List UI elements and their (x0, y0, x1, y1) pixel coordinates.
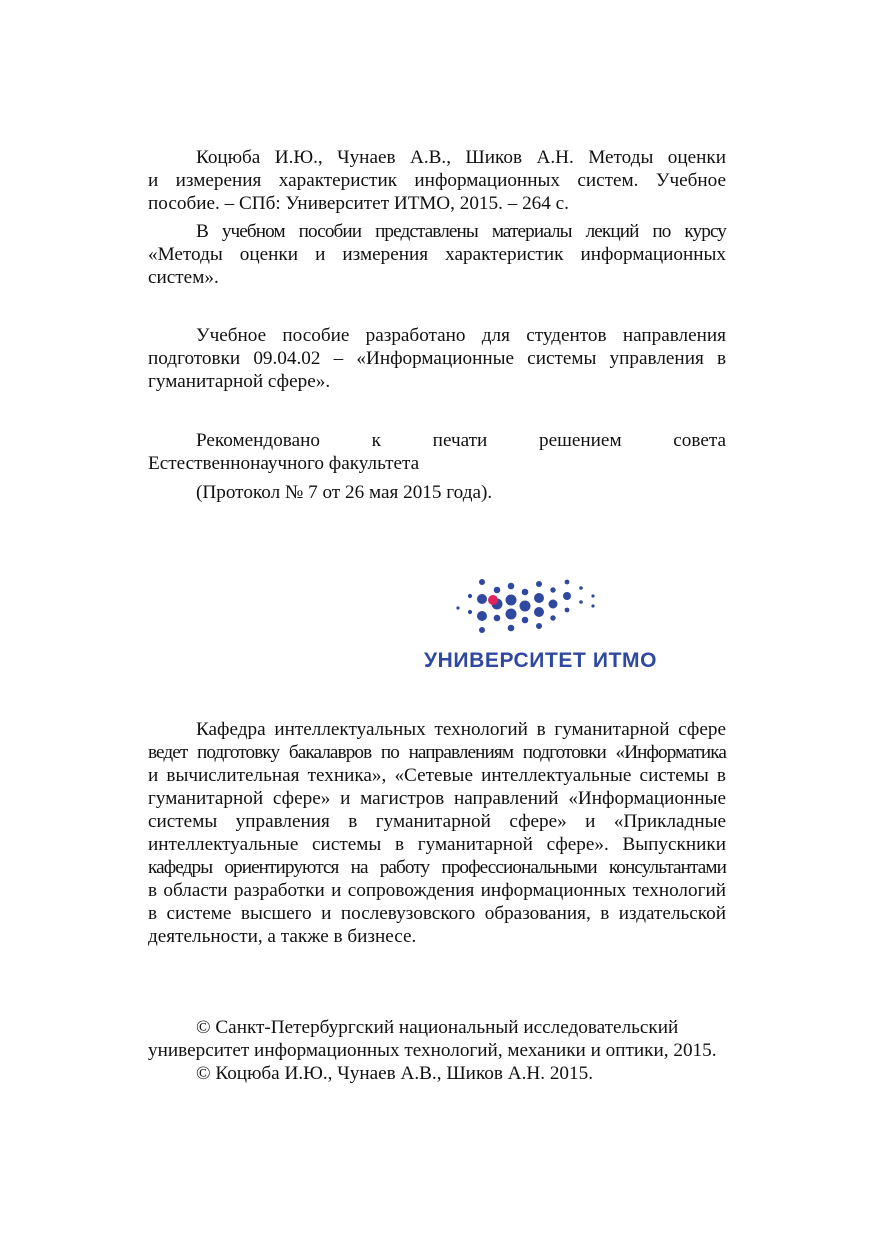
logo-dot (477, 611, 487, 621)
department-line-5: системы управления в гуманитарной сфере» и «Прикладные (148, 811, 726, 832)
copyright-authors: © Коцюба И.Ю., Чунаев А.В., Шиков А.Н. 2015. (196, 1063, 594, 1084)
logo-dot (534, 593, 544, 603)
logo-dot (477, 594, 487, 604)
recommendation-line-1: Рекомендовано к печати решением совета (196, 430, 726, 451)
logo-dot (520, 601, 531, 612)
logo-dot (506, 609, 517, 620)
department-line-4: гуманитарной сфере» и магистров направлений «Информационные (148, 788, 726, 809)
logo-dot (508, 625, 515, 632)
citation-line-1: Коцюба И.Ю., Чунаев А.В., Шиков А.Н. Методы оценки (196, 147, 726, 168)
logo-dot (456, 606, 459, 609)
logo-dot (579, 600, 583, 604)
department-line-10: деятельности, а также в бизнесе. (148, 926, 417, 947)
itmo-logo-text: УНИВЕРСИТЕТ ИТМО (423, 649, 658, 672)
logo-dot (563, 592, 571, 600)
department-line-2: ведет подготовку бакалавров по направлениям подготовки «Информатика (148, 742, 726, 763)
logo-dot (549, 600, 558, 609)
logo-dot (591, 594, 594, 597)
logo-dot (565, 608, 570, 613)
audience-line-3: гуманитарной сфере». (148, 371, 331, 392)
logo-dot (550, 615, 555, 620)
department-line-9: в системе высшего и послевузовского образования, в издательской (148, 903, 726, 924)
logo-dot (550, 587, 555, 592)
logo-dot (522, 617, 529, 624)
logo-dot (522, 589, 529, 596)
logo-dot (494, 615, 501, 622)
logo-dot (536, 581, 542, 587)
logo-accent-dot (488, 595, 498, 605)
logo-dot (468, 594, 472, 598)
audience-line-2: подготовки 09.04.02 – «Информационные системы управления в (148, 348, 726, 369)
logo-dot (494, 587, 501, 594)
logo-dot (565, 580, 570, 585)
logo-dot (479, 579, 485, 585)
logo-dot (591, 604, 594, 607)
citation-line-3: пособие. – СПб: Университет ИТМО, 2015. – 264 с. (148, 193, 569, 214)
department-line-6: интеллектуальные системы в гуманитарной сфере». Выпускники (148, 834, 726, 855)
copyright-university-cont: университет информационных технологий, механики и оптики, 2015. (148, 1040, 717, 1061)
department-line-3: и вычислительная техника», «Сетевые интеллектуальные системы в (148, 765, 726, 786)
logo-dot (506, 595, 517, 606)
department-line-8: в области разработки и сопровождения информационных технологий (148, 880, 726, 901)
logo-dot (536, 623, 542, 629)
itmo-dots-icon (418, 572, 663, 644)
logo-dot (468, 610, 472, 614)
logo-dot (508, 583, 515, 590)
department-line-1: Кафедра интеллектуальных технологий в гуманитарной сфере (196, 719, 726, 740)
abstract-line-1: В учебном пособии представлены материалы лекций по курсу (196, 221, 726, 242)
abstract-line-3: систем». (148, 267, 219, 288)
logo-dot (579, 586, 583, 590)
department-line-7: кафедры ориентируются на работу профессиональными консультантами (148, 857, 726, 878)
copyright-university: © Санкт-Петербургский национальный исследовательский (196, 1017, 679, 1038)
audience-line-1: Учебное пособие разработано для студентов направления (196, 325, 726, 346)
logo-dot (534, 607, 544, 617)
abstract-line-2: «Методы оценки и измерения характеристик информационных (148, 244, 726, 265)
itmo-logo (418, 572, 663, 682)
recommendation-line-2: Естественнонаучного факультета (148, 453, 420, 474)
logo-dot (479, 627, 485, 633)
protocol-note: (Протокол № 7 от 26 мая 2015 года). (196, 482, 493, 503)
citation-line-2: и измерения характеристик информационных систем. Учебное (148, 170, 726, 191)
